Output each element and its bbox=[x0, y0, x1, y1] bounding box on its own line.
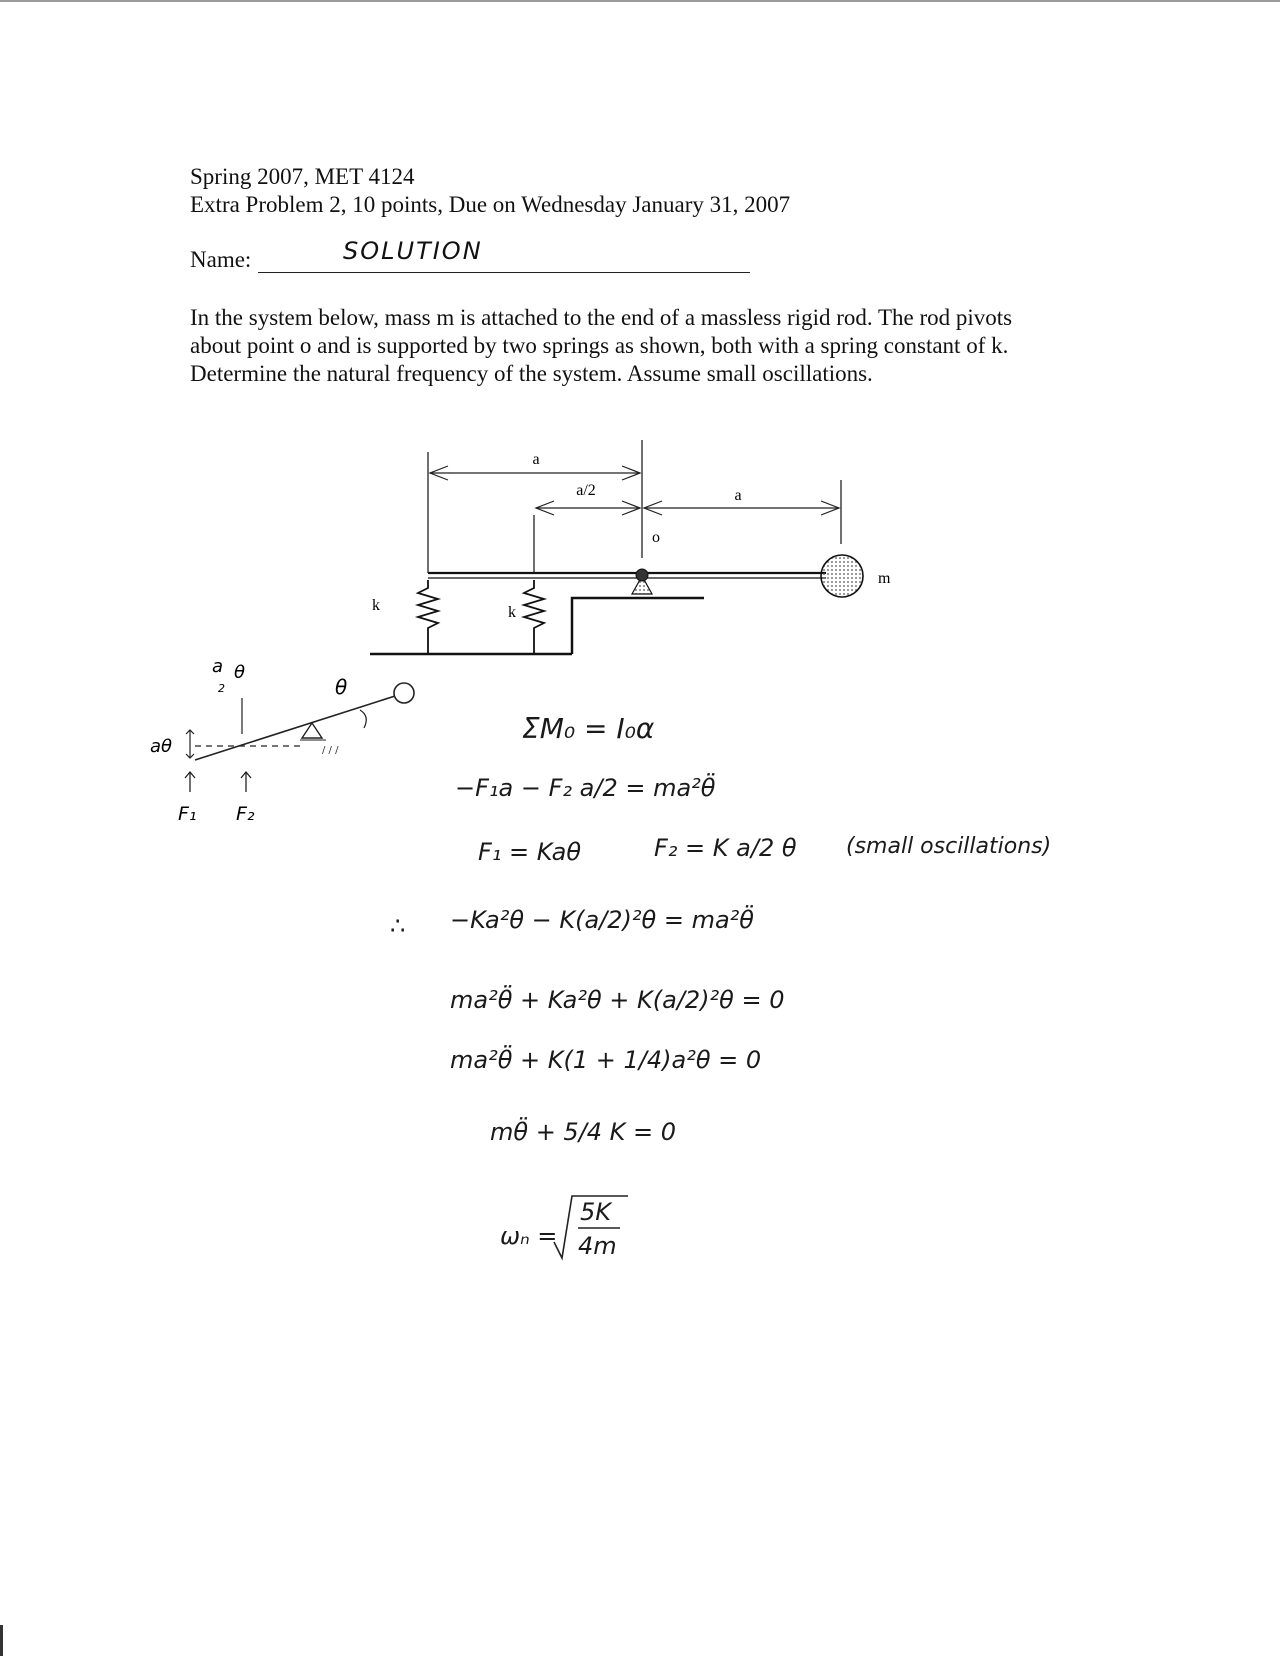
pivot-label: o bbox=[652, 529, 660, 546]
ground-shelf bbox=[572, 598, 704, 654]
substituted-equation: −Ka²θ − K(a/2)²θ = ma²θ̈ bbox=[450, 906, 754, 934]
theta-label: θ bbox=[335, 675, 348, 699]
a-half-theta: θ bbox=[234, 662, 246, 683]
spring-2 bbox=[524, 580, 544, 654]
dimension-a-top-label: a bbox=[532, 451, 540, 468]
name-value: SOLUTION bbox=[343, 237, 483, 265]
simplified-equation: mθ̈ + 5/4 K = 0 bbox=[490, 1118, 677, 1146]
scan-edge-left bbox=[0, 1625, 3, 1656]
assignment-header: Extra Problem 2, 10 points, Due on Wednesday January 31, 2007 bbox=[190, 192, 791, 217]
problem-line: In the system below, mass m is attached to the end of a massless rigid rod. The rod pivots bbox=[190, 305, 1013, 330]
a-half-top: a bbox=[212, 656, 224, 677]
dimension-a-right-label: a bbox=[734, 487, 742, 504]
factored-equation: ma²θ̈ + K(1 + 1/4)a²θ = 0 bbox=[450, 1046, 762, 1074]
frequency-numerator: 5K bbox=[580, 1198, 612, 1226]
moment-expansion: −F₁a − F₂ a/2 = ma²θ̈ bbox=[455, 774, 716, 802]
a-half-denominator: 2 bbox=[218, 682, 225, 695]
spring-1-label: k bbox=[372, 597, 380, 614]
force-f1-label: F₁ bbox=[178, 803, 197, 825]
therefore-symbol: ∴ bbox=[390, 912, 406, 940]
course-header: Spring 2007, MET 4124 bbox=[190, 164, 415, 189]
problem-line: Determine the natural frequency of the system. Assume small oscillations. bbox=[190, 361, 873, 386]
problem-line: about point o and is supported by two springs as shown, both with a spring constant of k. bbox=[190, 333, 1009, 358]
problem-statement bbox=[190, 304, 1012, 388]
spring-1 bbox=[418, 580, 438, 654]
name-label: Name: bbox=[190, 247, 252, 272]
mass-label: m bbox=[878, 570, 891, 587]
name-underline bbox=[258, 272, 750, 273]
theta-arc bbox=[360, 710, 366, 728]
scan-edge-top bbox=[0, 0, 1280, 2]
force-f2-expression: F₂ = K a/2 θ bbox=[654, 834, 797, 862]
a-theta-label: aθ bbox=[150, 736, 173, 757]
pivot-pin bbox=[636, 569, 648, 581]
mass-circle bbox=[821, 555, 863, 597]
small-oscillations-note: (small oscillations) bbox=[846, 834, 1052, 859]
system-diagram bbox=[370, 440, 890, 660]
spring-2-label: k bbox=[508, 604, 516, 621]
frequency-denominator: 4m bbox=[578, 1232, 617, 1260]
free-body-sketch bbox=[150, 656, 440, 840]
rearranged-equation: ma²θ̈ + Ka²θ + K(a/2)²θ = 0 bbox=[450, 986, 785, 1014]
moment-equation: ΣM₀ = I₀α bbox=[522, 712, 655, 745]
deflected-rod bbox=[195, 696, 395, 760]
dimension-a-half-label: a/2 bbox=[576, 482, 596, 499]
ground-hatch-marks: / / / bbox=[322, 745, 339, 756]
mass-sketch bbox=[394, 683, 414, 703]
force-f2-label: F₂ bbox=[236, 803, 255, 825]
force-f1-expression: F₁ = Kaθ bbox=[478, 838, 582, 866]
natural-frequency-symbol: ωₙ = bbox=[500, 1222, 558, 1250]
